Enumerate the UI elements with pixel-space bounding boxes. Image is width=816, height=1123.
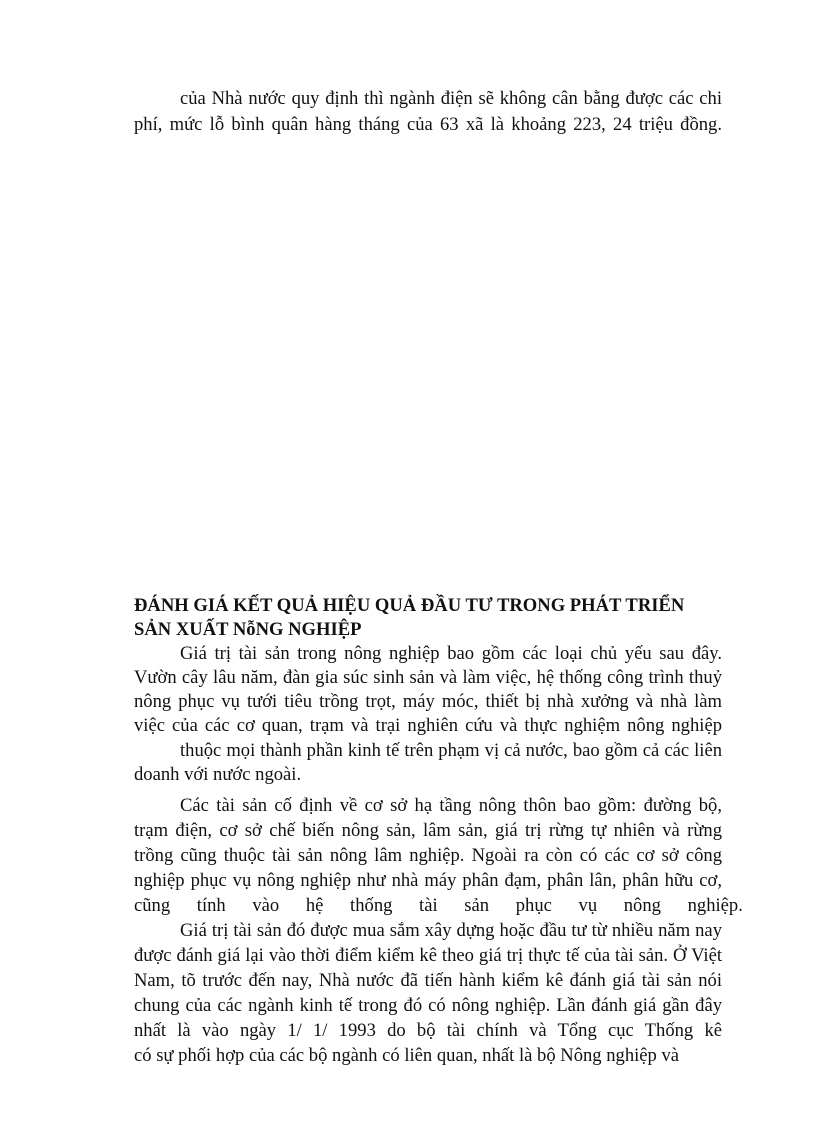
paragraph3-line-4: chung của các ngành kinh tế trong đó có nông nghiệp. Lần đánh giá gần đây	[134, 995, 722, 1016]
paragraph2-line-3: trồng cũng thuộc tài sản nông lâm nghiệp. Ngoài ra còn có các cơ sở công	[134, 845, 722, 866]
paragraph1-line-2: Vườn cây lâu năm, đàn gia súc sinh sản và làm việc, hệ thống công trình thuỷ	[134, 667, 722, 688]
paragraph1-line-5: thuộc mọi thành phần kinh tế trên phạm vị cả nước, bao gồm cả các liên	[180, 740, 722, 761]
top-paragraph-line-2: phí, mức lỗ bình quân hàng tháng của 63 xã là khoảng 223, 24 triệu đồng.	[134, 114, 722, 135]
section-heading-line-2: SẢN XUẤT NỗNG NGHIỆP	[134, 619, 362, 640]
section-heading-line-1: ĐÁNH GIÁ KẾT QUẢ HIỆU QUẢ ĐẦU TƯ TRONG PHÁT TRIỂN	[134, 595, 685, 616]
paragraph2-line-2: trạm điện, cơ sở chế biến nông sản, lâm sản, giá trị rừng tự nhiên và rừng	[134, 820, 722, 841]
paragraph1-line-4: việc của các cơ quan, trạm và trại nghiên cứu và thực nghiệm nông nghiệp	[134, 715, 722, 736]
top-paragraph-line-1: của Nhà nước quy định thì ngành điện sẽ không cân bằng được các chi	[180, 88, 722, 109]
paragraph1-line-6: doanh với nước ngoài.	[134, 764, 302, 785]
paragraph2-line-1: Các tài sản cố định về cơ sở hạ tầng nông thôn bao gồm: đường bộ,	[180, 795, 722, 816]
paragraph3-line-6: có sự phối hợp của các bộ ngành có liên quan, nhất là bộ Nông nghiệp và	[134, 1045, 680, 1066]
paragraph3-line-2: được đánh giá lại vào thời điểm kiểm kê theo giá trị thực tế của tài sản. Ở Việt	[134, 945, 722, 966]
paragraph1-line-3: nông phục vụ tưới tiêu trồng trọt, máy móc, thiết bị nhà xưởng và nhà làm	[134, 691, 722, 712]
paragraph3-line-5: nhất là vào ngày 1/ 1/ 1993 do bộ tài chính và Tổng cục Thống kê	[134, 1020, 722, 1041]
paragraph1-line-1: Giá trị tài sản trong nông nghiệp bao gồm các loại chủ yếu sau đây.	[180, 643, 722, 664]
paragraph3-line-3: Nam, tõ trước đến nay, Nhà nước đã tiến hành kiểm kê đánh giá tài sản nói	[134, 970, 722, 991]
paragraph2-line-4: nghiệp phục vụ nông nghiệp như nhà máy phân đạm, phân lân, phân hữu cơ,	[134, 870, 722, 891]
paragraph3-line-1: Giá trị tài sản đó được mua sắm xây dựng hoặc đầu tư từ nhiều năm nay	[180, 920, 722, 941]
paragraph2-line-5: cũng tính vào hệ thống tài sản phục vụ nông nghiệp.	[134, 895, 743, 916]
